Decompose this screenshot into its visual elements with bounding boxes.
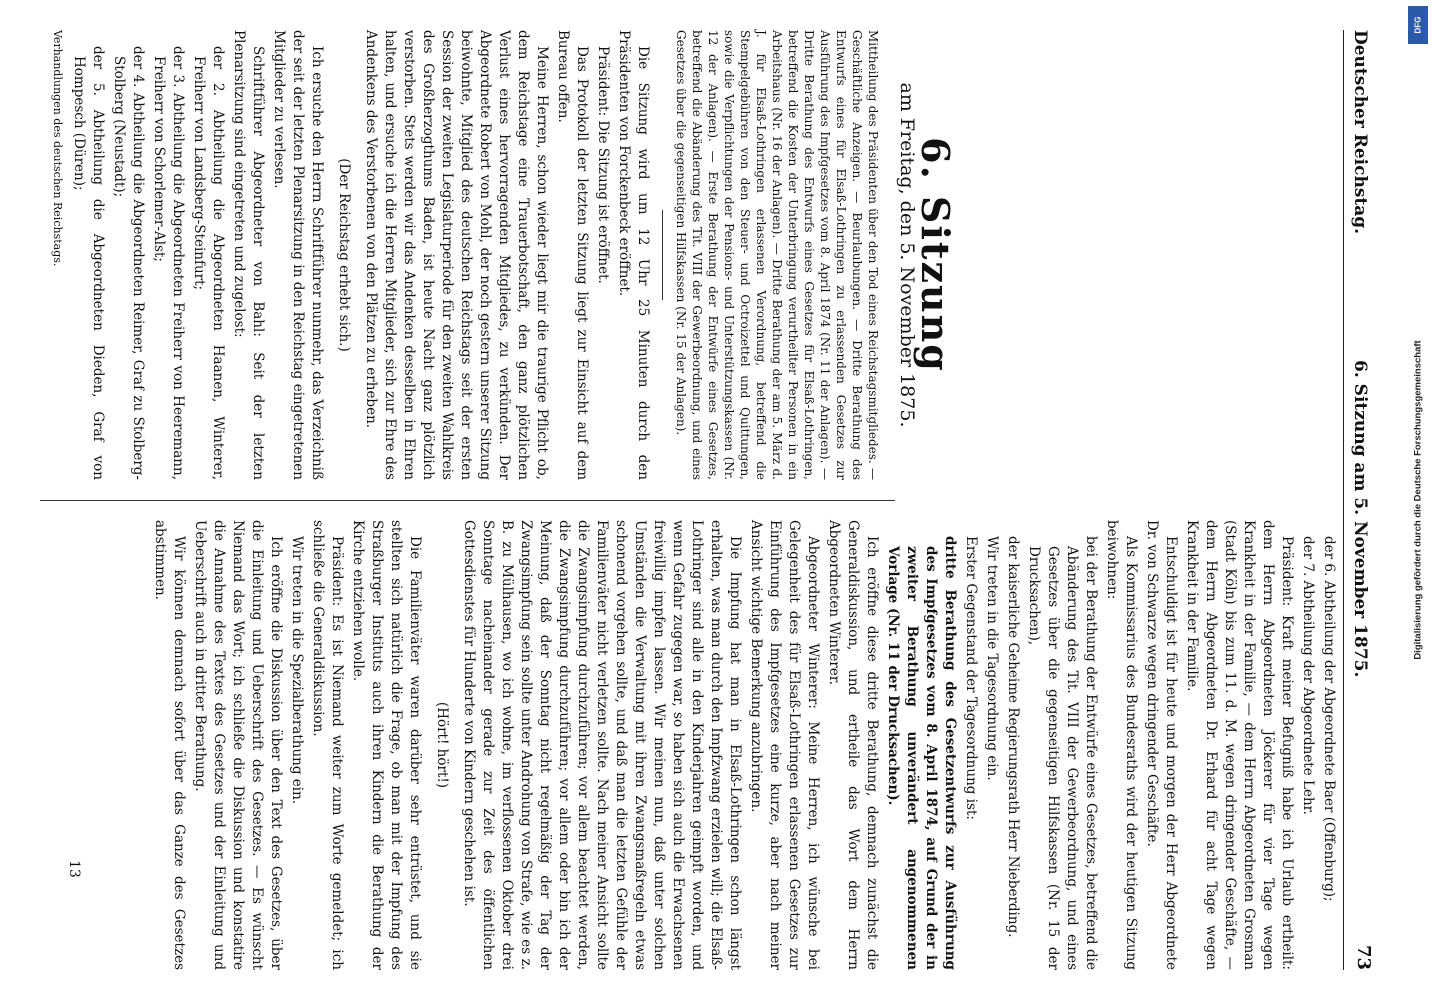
paragraph: Ich eröffne die Diskussion über den Text des Gesetzes, über die Einleitung und Ueberschrift des Gesetzes. — Es wünscht Niemand das Wort; ich schließe die Diskussion und konstatire die Annahme des Textes des Gesetzes und der Einleitung und Ueberschrift auch in dritter Berathung.: [192, 520, 284, 970]
session-title: 6. Sitzung: [913, 137, 958, 373]
list-item: der 6. Abtheilung der Abgeordnete Baer (Offenburg);: [1321, 536, 1337, 902]
paragraph: Ich ersuche den Herrn Schriftführer nunmehr, das Verzeichniß der seit der letzten Plenarsitzung in den Reichstag eingetretenen Mitglieder zu verlesen.: [271, 30, 325, 480]
paragraph: Ich eröffne diese dritte Berathung, demnach zunächst die Generaldiskussion, und ertheile das Wort dem Herrn Abgeordneten Winterer.: [826, 520, 880, 970]
paragraph: Wir treten in die Spezialberathung ein.: [289, 536, 305, 805]
page-header: [1343, 30, 1374, 970]
paragraph: Schriftführer Abgeordneter von Bahl: Seit der letzten Plenarsitzung sind eingetreten und zugelost:: [231, 30, 266, 480]
dfg-logo: [1408, 6, 1428, 44]
header-publication: Deutscher Reichstag.: [1350, 30, 1370, 235]
page-number: 73: [1353, 944, 1374, 970]
paragraph: Als Kommissarius des Bundesraths wird der heutigen Sitzung beiwohnen:: [1104, 520, 1139, 970]
paragraph: Meine Herren, schon wieder liegt mir die traurige Pflicht ob, dem Reichstage eine Trauerbotschaft, den ganz plötzlichen Verlust eines hervorragenden Mitgliedes, zu verkünden. Der Abgeordnete Robert von Mohl, der noch gestern unserer Sitzung beiwohnte, Mitglied des deutschen Reichstags seit der ersten Session der zweiten Legislaturperiode für den zweiten Wahlkreis des Großherzogthums Baden, ist heute Nacht ganz plötzlich verstorben. Stets werden wir das Andenken desselben in Ehren halten, und ersuche ich die Herren Mitglieder, sich zur Ehre des Andenkens des Verstorbenen von den Plätzen zu erheben.: [363, 30, 550, 480]
page-footer-note: Verhandlungen des deutschen Reichstags.: [51, 30, 64, 267]
paragraph: Präsident: Es ist Niemand weiter zum Worte gemeldet; ich schließe die Generaldiskussion.: [310, 520, 345, 970]
signature-number: 13: [66, 860, 82, 878]
list-item: der 5. Abtheilung die Abgeordneten Dieden, Graf von Hompesch (Düren);: [71, 46, 106, 480]
paragraph: Wir können demnach sofort über das Ganze des Gesetzes abstimmen.: [152, 520, 187, 970]
column-divider: [40, 500, 895, 501]
dfg-funding-note: Digitalisierung gefördert durch die Deutsche Forschungsgemeinschaft: [1412, 340, 1424, 660]
paragraph: Entschuldigt ist für heute und morgen der Herr Abgeordnete Dr. von Schwarze wegen dringender Geschäfte.: [1144, 520, 1179, 970]
paragraph: bei der Berathung der Entwürfe eines Gesetzes, betreffend die Abänderung des Tit. VIII der Gewerbeordnung, und eines Gesetzes über die gegenseitigen Hilfskassen (Nr. 15 der Drucksachen),: [1026, 536, 1099, 970]
paragraph: Die Sitzung wird um 12 Uhr 25 Minuten durch den Präsidenten von Forckenbeck eröffnet.: [616, 30, 651, 480]
agenda-summary: Mittheilung des Präsidenten über den Tod eines Reichstagsmitgliedes. — Geschäftliche Anzeigen. — Beurlaubungen. — Dritte Berathung des Entwurfs eines für Elsaß-Lothringen zu erlassenden Gesetzes zur Ausführung des Impfgesetzes vom 8. April 1874 (Nr. 11 der Anlagen). — Dritte Berathung des Entwurfs eines Gesetzes für Elsaß-Lothringen, betreffend die Kosten der Unterbringung verurtheilter Personen in ein Arbeitshaus (Nr. 16 der Anlagen). — Dritte Berathung der am 5. März d. J. für Elsaß-Lothringen erlassenen Verordnung, betreffend die Stempelgebühren von den Steuer- und Octroizettel und Quittungen, sowie die Verpflichtungen der Pensions- und Unterstützungskassen (Nr. 12 der Anlagen). — Erste Berathung der Entwürfe eines Gesetzes, betreffend die Abänderung des Tit. VIII der Gewerbeordnung, und eines Gesetzes über die gegenseitigen Hilfskassen (Nr. 15 der Anlagen).: [674, 30, 880, 480]
header-session: 6. Sitzung am 5. November 1875.: [1350, 360, 1370, 678]
session-date: am Freitag, den 5. November 1875.: [896, 82, 918, 428]
left-column: [46, 30, 958, 480]
paragraph: Die Impfung hat man in Elsaß-Lothringen schon längst erhalten, was man durch den Impfzwang erzielen will; die Elsaß-Lothringer sind alle in den Kinderjahren geimpft worden, und wenn Gefahr zugegen war, so haben sich auch die Erwachsenen freiwillig impfen lassen. Wir meinen nun, daß unter solchen Umständen die Verwaltung mit ihren Zwangsmaßregeln etwas schonend vorgehen sollte, und daß man die letzten Gefühle der Familienväter nicht verletzen sollte. Nach meiner Ansicht sollte die Zwangsimpfung durchzuführen; vor allem beachtet werden, die Zwangsimpfung durchzuführen; vor allem oder bin ich der Meinung, daß der Sonntag nicht regelmäßig der Tag der Zwangsimpfung sein sollte unter Androhung von Strafe, wie es z. B. zu Mülhausen, wo ich wohne, im verflossenen Oktober drei Sonntage nacheinander gerade zur Zeit des öffentlichen Gottesdienstes für Hunderte von Kindern geschehen ist.: [461, 520, 743, 970]
separator: [662, 210, 663, 300]
list-item: der 3. Abtheilung die Abgeordneten Freiherr von Heeremann, Freiherr von Schorlemer-Alst;: [151, 46, 186, 480]
stage-direction: (Der Reichstag erhebt sich.): [336, 158, 352, 352]
stage-direction: (Hört! hört!): [434, 701, 450, 789]
paragraph: Wir treten in die Tagesordnung ein.: [984, 536, 1000, 781]
right-column: [148, 520, 1338, 970]
paragraph: Abgeordneter Winterer: Meine Herren, ich wünsche bei Gelegenheit des für Elsaß-Lothringen erlassenen Gesetzes zur Einführung des Impfgesetzes eine kurze, aber nach meiner Ansicht wichtige Bemerkung anzubringen.: [748, 520, 821, 970]
list-item: der 7. Abtheilung der Abgeordnete Lehr.: [1300, 536, 1316, 815]
paragraph: der kaiserliche Geheime Regierungsrath Herr Nieberding.: [1005, 536, 1021, 938]
paragraph: Präsident: Kraft meiner Befugniß habe ich Urlaub ertheilt: dem Herrn Abgeordneten Jöckerer für vier Tage wegen Krankheit in der Familie, — dem Herrn Abgeordneten Grosman (Stadt Köln) bis zum 11. d. M. wegen dringender Geschäfte, — dem Herrn Abgeordneten Dr. Erhard für acht Tage wegen Krankheit in der Familie.: [1184, 520, 1295, 970]
paragraph: Die Familienväter waren darüber sehr entrüstet, und sie stellten sich natürlich die Frage, ob man mit der Impfung des Straßburger Instituts auch ihren Kindern die Berathung der Kirche entziehen wolle.: [350, 520, 423, 970]
agenda-item: dritte Berathung des Gesetzentwurfs zur Ausführung des Impfgesetzes vom 8. April 1874, auf Grund der in zweiter Berathung unverändert angenommenen Vorlage (Nr. 11 der Drucksachen).: [885, 536, 958, 970]
list-item: der 4. Abtheilung die Abgeordneten Reimer, Graf zu Stolberg-Stolberg (Neustadt);: [111, 46, 146, 480]
dfg-logo-text: DFG: [1413, 16, 1423, 34]
paragraph: Präsident: Die Sitzung ist eröffnet.: [595, 46, 611, 284]
paragraph: Das Protokoll der letzten Sitzung liegt zur Einsicht auf dem Bureau offen.: [555, 30, 590, 480]
paragraph: Erster Gegenstand der Tagesordnung ist:: [963, 536, 979, 820]
list-item: der 2. Abtheilung die Abgeordneten Haanen, Winterer, Freiherr von Landsberg-Steinfurt;: [191, 46, 226, 480]
